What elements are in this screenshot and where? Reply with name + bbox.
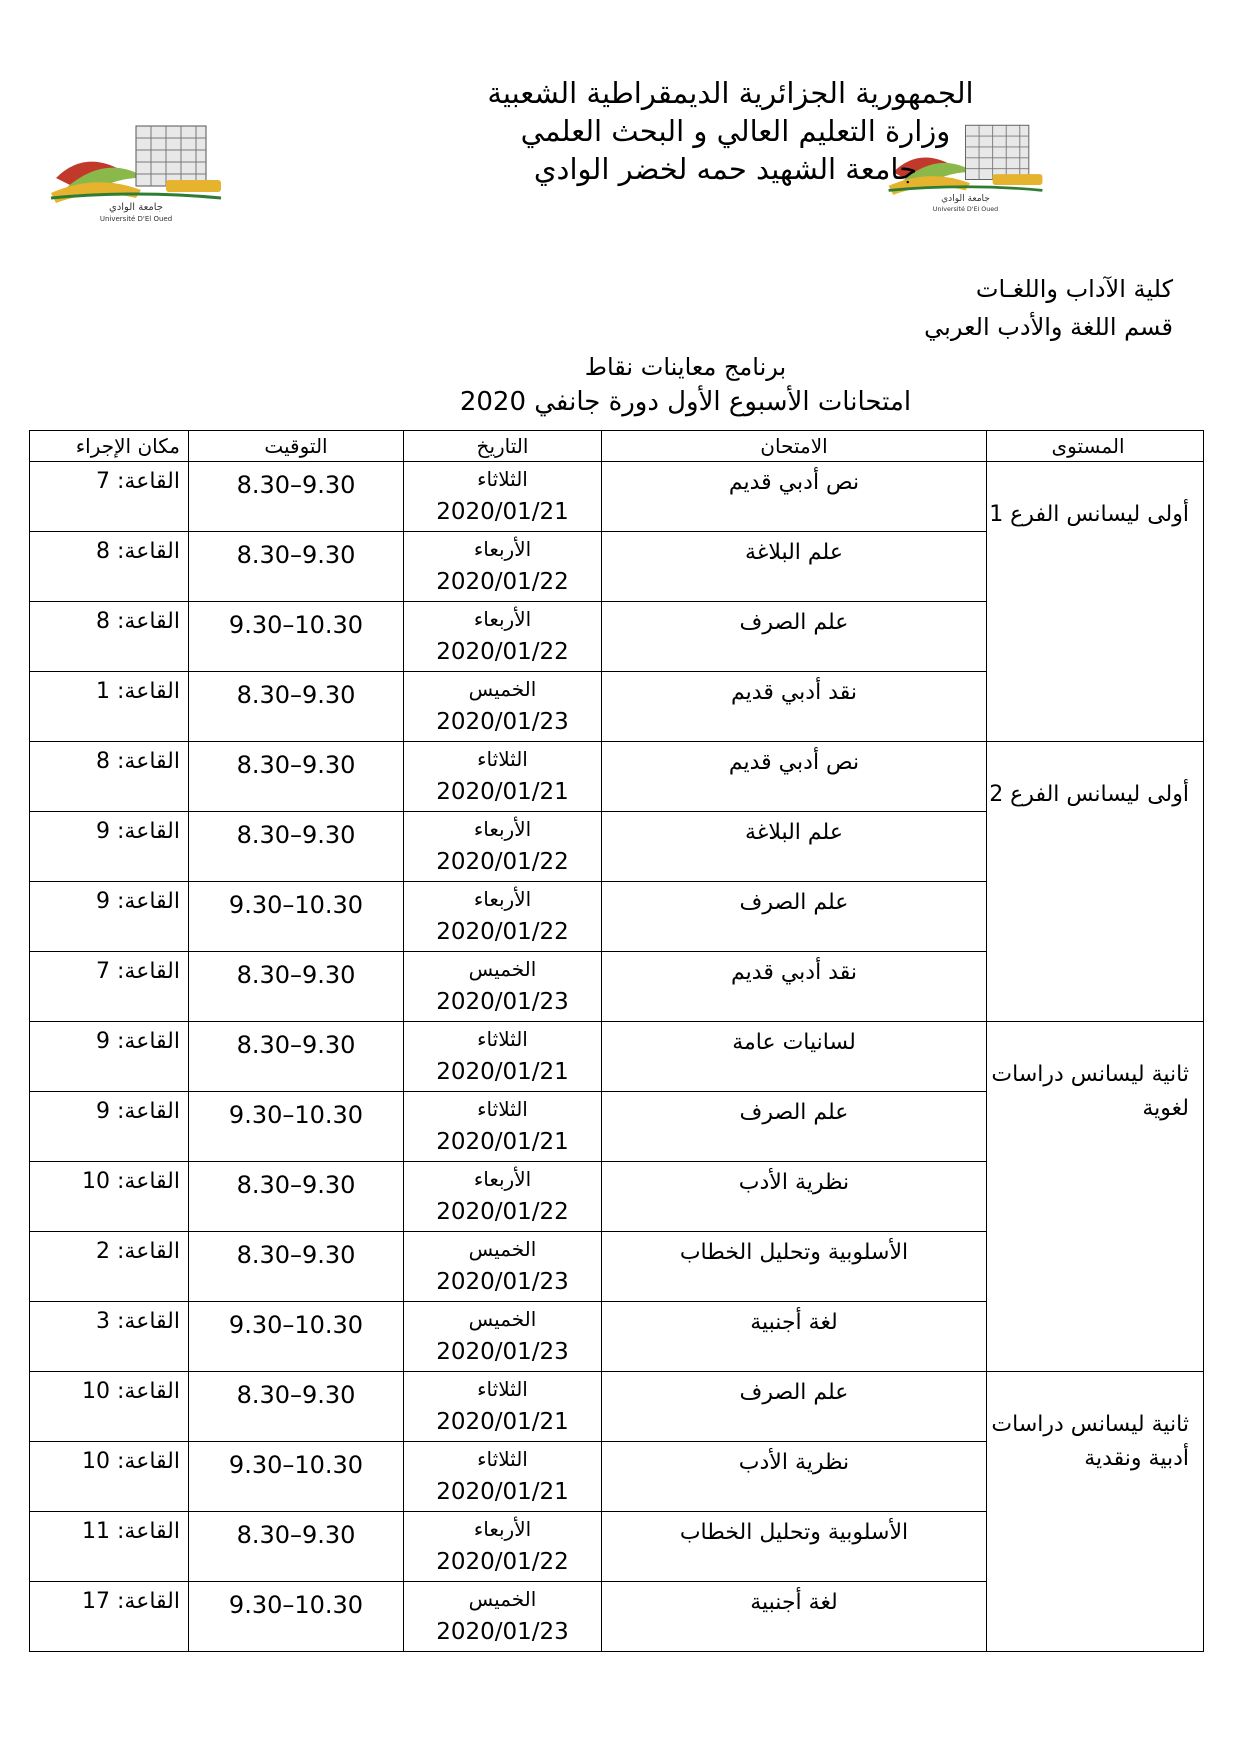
document-header [0,74,1241,188]
exam-time: 8.30–9.30 [236,541,356,569]
exam-time: 8.30–9.30 [236,1241,356,1269]
exam-room: القاعة: 7 [96,959,180,984]
exam-room: القاعة: 11 [82,1519,180,1544]
exam-date: 2020/01/22 [436,639,569,665]
time-cell [189,812,404,882]
date-cell [404,1022,602,1092]
exam-cell [602,1582,987,1652]
exam-room: القاعة: 10 [82,1449,180,1474]
university-name: جامعة الشهيد حمه لخضر الوادي [533,152,918,186]
exam-date: 2020/01/23 [436,989,569,1015]
exam-name: نقد أدبي قديم [731,680,857,705]
header-time: التوقيت [189,431,404,462]
exam-day: الثلاثاء [477,467,528,491]
room-cell [30,462,189,532]
exam-cell [602,952,987,1022]
exam-time: 8.30–9.30 [236,821,356,849]
exam-session-title: امتحانات الأسبوع الأول دورة جانفي 2020 [459,387,912,417]
exam-cell [602,1302,987,1372]
exam-room: القاعة: 17 [82,1589,180,1614]
room-cell [30,1582,189,1652]
exam-room: القاعة: 10 [82,1379,180,1404]
exam-cell [602,812,987,882]
exam-date: 2020/01/22 [436,569,569,595]
date-cell [404,462,602,532]
exam-room: القاعة: 9 [96,819,180,844]
date-cell [404,812,602,882]
exam-room: القاعة: 9 [96,1029,180,1054]
exam-date: 2020/01/23 [436,709,569,735]
exam-name: نظرية الأدب [738,1450,850,1475]
faculty-block [924,270,1173,346]
exam-day: الثلاثاء [477,1097,528,1121]
time-cell [189,532,404,602]
room-cell [30,1162,189,1232]
exam-time: 8.30–9.30 [236,1031,356,1059]
time-cell [189,742,404,812]
ministry-name: وزارة التعليم العالي و البحث العلمي [520,114,951,148]
exam-name: لغة أجنبية [750,1590,838,1615]
exam-name: نظرية الأدب [738,1170,850,1195]
svg-text:Université D'El Oued: Université D'El Oued [932,206,999,213]
time-cell [189,1162,404,1232]
room-cell [30,1022,189,1092]
exam-time: 9.30–10.30 [228,1591,364,1619]
time-cell [189,1442,404,1512]
exam-name: علم البلاغة [745,820,843,845]
level-cell [987,1022,1204,1372]
header-date: التاريخ [404,431,602,462]
exam-date: 2020/01/22 [436,919,569,945]
exam-cell [602,1232,987,1302]
exam-name: علم الصرف [739,1380,849,1405]
exam-time: 9.30–10.30 [228,611,364,639]
exam-day: الثلاثاء [477,1447,528,1471]
exam-day: الخميس [468,957,537,981]
date-cell [404,602,602,672]
republic-name: الجمهورية الجزائرية الديمقراطية الشعبية [487,76,974,110]
exam-name: علم الصرف [739,610,849,635]
exam-date: 2020/01/21 [436,1479,569,1505]
exam-day: الأربعاء [473,607,532,631]
date-cell [404,882,602,952]
exam-date: 2020/01/23 [436,1269,569,1295]
time-cell [189,952,404,1022]
level-cell [987,1372,1204,1652]
table-header-row [30,431,1204,462]
exam-day: الخميس [468,1237,537,1261]
exam-day: الأربعاء [473,1517,532,1541]
exam-time: 8.30–9.30 [236,961,356,989]
exam-time: 8.30–9.30 [236,1381,356,1409]
exam-cell [602,882,987,952]
time-cell [189,1302,404,1372]
exam-date: 2020/01/23 [436,1339,569,1365]
exam-room: القاعة: 8 [96,609,180,634]
exam-cell [602,1022,987,1092]
exam-name: الأسلوبية وتحليل الخطاب [679,1240,909,1265]
faculty-name: كلية الآداب واللغـات [975,275,1173,303]
exam-cell [602,672,987,742]
time-cell [189,882,404,952]
exam-name: نص أدبي قديم [728,470,860,495]
level-label: ثانية ليسانس دراسات لغوية [991,1062,1189,1121]
level-cell [987,462,1204,742]
date-cell [404,1372,602,1442]
exam-time: 9.30–10.30 [228,1101,364,1129]
level-cell [987,742,1204,1022]
schedule-body [30,462,1204,1652]
exam-cell [602,1162,987,1232]
time-cell [189,462,404,532]
room-cell [30,882,189,952]
exam-day: الأربعاء [473,1167,532,1191]
date-cell [404,672,602,742]
time-cell [189,1092,404,1162]
exam-name: نص أدبي قديم [728,750,860,775]
exam-date: 2020/01/22 [436,849,569,875]
level-label: أولى ليسانس الفرع 1 [989,502,1189,527]
exam-room: القاعة: 9 [96,1099,180,1124]
exam-time: 8.30–9.30 [236,471,356,499]
room-cell [30,1512,189,1582]
date-cell [404,532,602,602]
table-row [30,462,1204,532]
exam-room: القاعة: 8 [96,749,180,774]
time-cell [189,1372,404,1442]
exam-room: القاعة: 9 [96,889,180,914]
exam-day: الثلاثاء [477,747,528,771]
exam-date: 2020/01/21 [436,779,569,805]
exam-cell [602,1512,987,1582]
room-cell [30,952,189,1022]
exam-cell [602,602,987,672]
exam-day: الخميس [468,1587,537,1611]
document-titles [0,350,1241,420]
time-cell [189,1022,404,1092]
room-cell [30,742,189,812]
time-cell [189,1582,404,1652]
exam-cell [602,742,987,812]
room-cell [30,1372,189,1442]
exam-day: الأربعاء [473,537,532,561]
room-cell [30,672,189,742]
exam-day: الثلاثاء [477,1027,528,1051]
table-row [30,1372,1204,1442]
exam-time: 9.30–10.30 [228,1451,364,1479]
time-cell [189,672,404,742]
exam-name: علم الصرف [739,890,849,915]
exam-name: علم الصرف [739,1100,849,1125]
program-title: برنامج معاينات نقاط [584,353,787,381]
exam-day: الثلاثاء [477,1377,528,1401]
date-cell [404,742,602,812]
schedule-table [29,430,1204,1652]
exam-cell [602,1442,987,1512]
exam-cell [602,1372,987,1442]
exam-time: 9.30–10.30 [228,891,364,919]
svg-text:جامعة الوادي: جامعة الوادي [109,202,163,213]
table-row [30,742,1204,812]
table-row [30,1022,1204,1092]
exam-name: الأسلوبية وتحليل الخطاب [679,1520,909,1545]
room-cell [30,1232,189,1302]
header-level: المستوى [987,431,1204,462]
svg-text:جامعة الوادي: جامعة الوادي [941,194,990,205]
date-cell [404,1302,602,1372]
date-cell [404,1162,602,1232]
exam-room: القاعة: 7 [96,469,180,494]
room-cell [30,812,189,882]
exam-cell [602,532,987,602]
exam-day: الأربعاء [473,887,532,911]
exam-cell [602,462,987,532]
exam-date: 2020/01/22 [436,1549,569,1575]
exam-day: الأربعاء [473,817,532,841]
exam-room: القاعة: 10 [82,1169,180,1194]
date-cell [404,1442,602,1512]
exam-name: علم البلاغة [745,540,843,565]
exam-date: 2020/01/21 [436,1059,569,1085]
exam-cell [602,1092,987,1162]
exam-date: 2020/01/21 [436,1409,569,1435]
exam-date: 2020/01/21 [436,499,569,525]
exam-name: لسانيات عامة [732,1030,856,1055]
svg-text:Université D'El Oued: Université D'El Oued [99,215,173,223]
exam-date: 2020/01/23 [436,1619,569,1645]
level-label: أولى ليسانس الفرع 2 [989,782,1189,807]
date-cell [404,1512,602,1582]
exam-room: القاعة: 3 [96,1309,180,1334]
date-cell [404,1232,602,1302]
time-cell [189,602,404,672]
date-cell [404,1092,602,1162]
exam-day: الخميس [468,677,537,701]
date-cell [404,1582,602,1652]
exam-time: 9.30–10.30 [228,1311,364,1339]
room-cell [30,1442,189,1512]
room-cell [30,602,189,672]
exam-name: نقد أدبي قديم [731,960,857,985]
room-cell [30,532,189,602]
exam-time: 8.30–9.30 [236,1521,356,1549]
date-cell [404,952,602,1022]
time-cell [189,1232,404,1302]
exam-room: القاعة: 8 [96,539,180,564]
exam-day: الخميس [468,1307,537,1331]
exam-time: 8.30–9.30 [236,1171,356,1199]
level-label: ثانية ليسانس دراسات أدبية ونقدية [991,1412,1189,1471]
room-cell [30,1302,189,1372]
exam-date: 2020/01/22 [436,1199,569,1225]
exam-room: القاعة: 2 [96,1239,180,1264]
time-cell [189,1512,404,1582]
exam-room: القاعة: 1 [96,679,180,704]
exam-name: لغة أجنبية [750,1310,838,1335]
header-exam: الامتحان [602,431,987,462]
header-room: مكان الإجراء [30,431,189,462]
department-name: قسم اللغة والأدب العربي [924,313,1173,341]
room-cell [30,1092,189,1162]
exam-time: 8.30–9.30 [236,751,356,779]
exam-date: 2020/01/21 [436,1129,569,1155]
exam-time: 8.30–9.30 [236,681,356,709]
